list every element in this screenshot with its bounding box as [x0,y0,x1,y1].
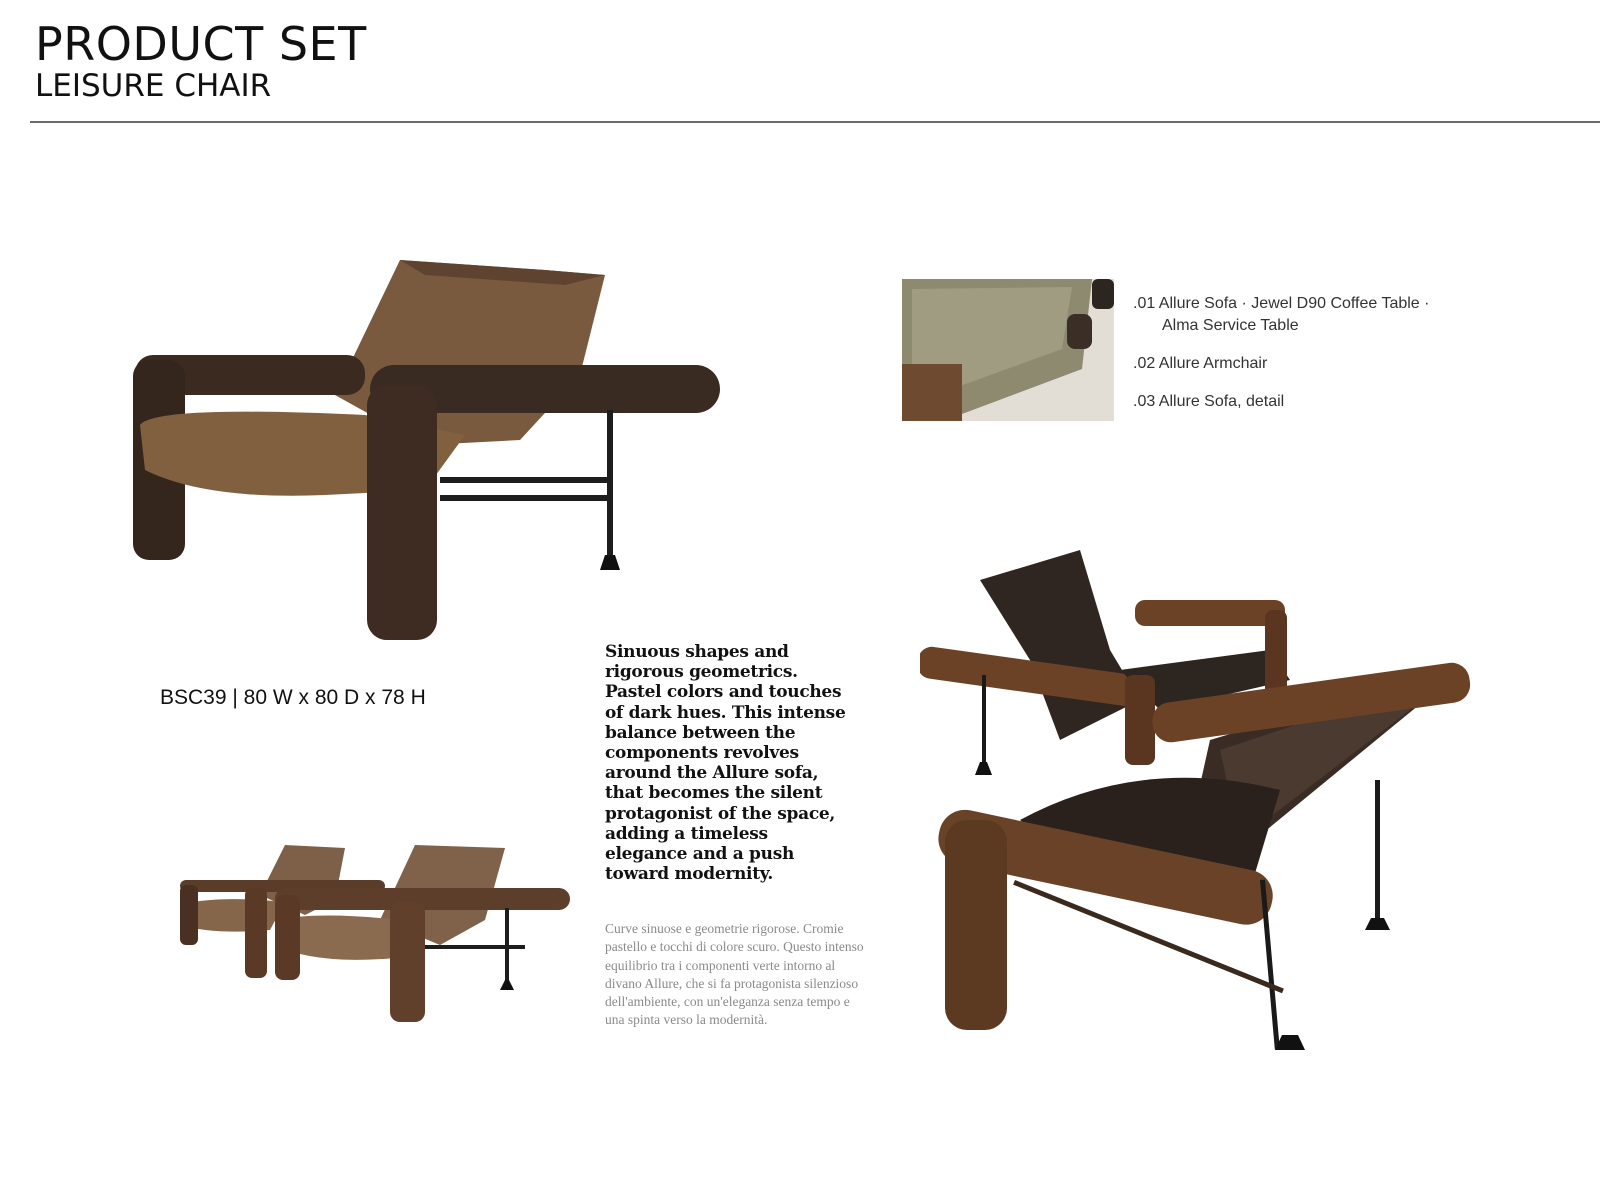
sofa-detail-image [902,279,1114,421]
page-subtitle: LEISURE CHAIR [35,68,272,104]
caption-01 [1133,293,1429,337]
caption-01-line1: .01 Allure Sofa · Jewel D90 Coffee Table · [1133,295,1430,312]
caption-list [1133,293,1429,429]
caption-03-line1: .03 Allure Sofa, detail [1133,393,1285,410]
italian-description: Curve sinuose e geometrie rigorose. Cromie pastello e tocchi di colore scuro. Questo intenso equilibrio tra i componenti verte intorno al divano Allure, che si fa protagonista silenzioso dell'ambiente, con un'eleganza senza tempo e una spinta verso la modernità. [605,921,864,1028]
chair-pair-image [175,840,580,1040]
main-chair-image [125,255,740,655]
header-divider [30,121,1600,123]
caption-01-line2: Alma Service Table [1162,317,1299,334]
caption-02-line1: .02 Allure Armchair [1133,355,1268,372]
english-description: Sinuous shapes and rigorous geometrics. Pastel colors and touches of dark hues. This intense balance between the components revolves around the Allure sofa, that becomes the silent protagonist of the space, adding a timeless elegance and a push toward modernity. [605,642,846,885]
page-title: PRODUCT SET [35,17,367,71]
caption-02 [1133,353,1429,375]
product-spec: BSC39 | 80 W x 80 D x 78 H [160,686,426,709]
armchairs-image [920,550,1490,1090]
caption-03 [1133,391,1429,413]
